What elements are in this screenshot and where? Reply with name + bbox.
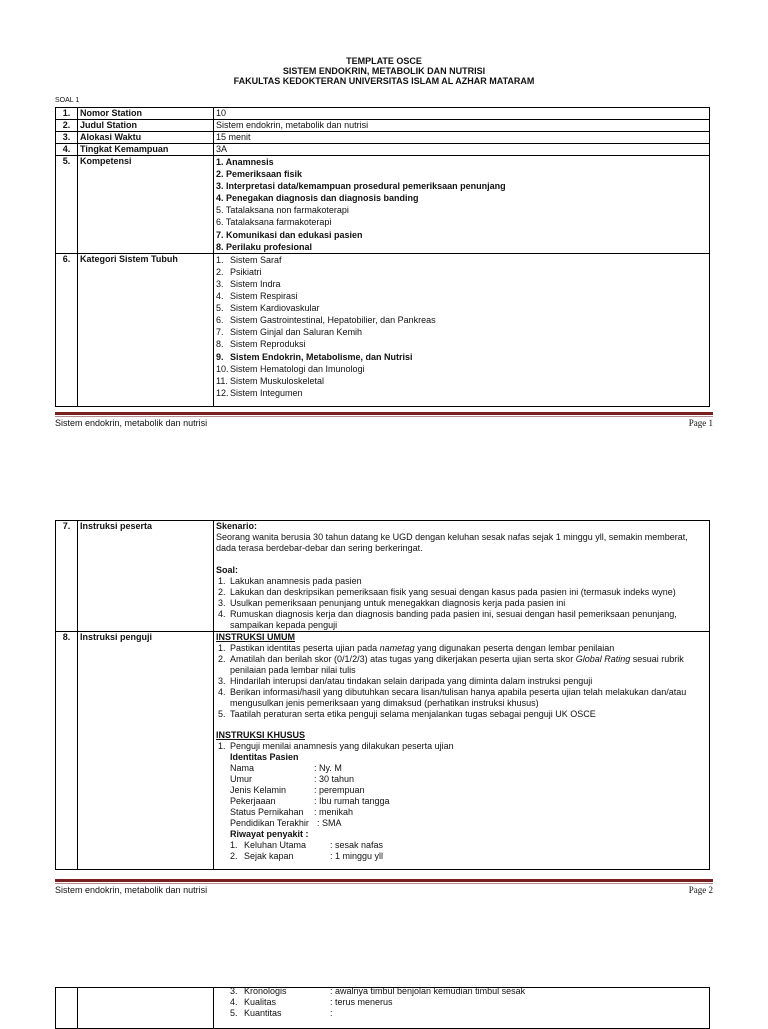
kategori-item: Sistem Reproduksi: [230, 339, 306, 350]
riwayat-row: [216, 986, 707, 997]
row-kompetensi: [56, 156, 710, 254]
identitas-row: [216, 796, 707, 807]
soal-label: SOAL 1: [55, 97, 80, 104]
identitas-value: : Ny. M: [314, 763, 342, 773]
riwayat-value: : awalnya timbul benjolan kemudian timbul sesak: [330, 986, 526, 996]
kompetensi-item: 8. Perilaku profesional: [216, 241, 313, 252]
kategori-item: Sistem Saraf: [230, 254, 282, 265]
row-instruksi-peserta: [56, 521, 710, 632]
kategori-num: 2.: [216, 266, 224, 277]
riwayat-heading: Riwayat penyakit :: [230, 829, 309, 839]
doc-title-line1: TEMPLATE OSCE: [346, 56, 422, 66]
riwayat-key: Kronologis: [244, 986, 287, 996]
kategori-list: [214, 253, 710, 406]
riwayat-continued: [214, 988, 710, 1029]
row-alokasi-waktu: [56, 132, 710, 144]
row-label: Instruksi peserta: [78, 521, 214, 632]
row-number: 3.: [56, 132, 78, 144]
kompetensi-item: 2. Pemeriksaan fisik: [216, 169, 303, 180]
soal-item: Lakukan dan deskripsikan pemeriksaan fisik yang sesuai dengan kasus pada pasien ini (termasuk indeks wyne): [230, 587, 676, 597]
kompetensi-item: 4. Penegakan diagnosis dan diagnosis banding: [216, 193, 419, 204]
footer-title: Sistem endokrin, metabolik dan nutrisi: [55, 418, 208, 428]
riwayat-key: Sejak kapan: [244, 851, 294, 861]
kategori-num: 7.: [216, 327, 224, 338]
soal-item: Rumuskan diagnosis kerja dan diagnosis banding pada pasien ini, sesuai dengan hasil pemeriksaan penunjang, sampaikan kepada penguji: [230, 609, 677, 630]
row-number: 7.: [56, 521, 78, 632]
identitas-row: [216, 807, 707, 818]
umum-italic: nametag: [379, 643, 415, 653]
riwayat-num: 2.: [230, 851, 238, 861]
row-judul-station: [56, 120, 710, 132]
identitas-key: Pekerjaaan: [230, 796, 276, 806]
instruksi-khusus-heading: INSTRUKSI KHUSUS: [216, 730, 306, 740]
footer-rule: [55, 883, 713, 884]
row-label: Nomor Station: [78, 108, 214, 120]
footer-title: Sistem endokrin, metabolik dan nutrisi: [55, 885, 208, 895]
row-tingkat-kemampuan: [56, 144, 710, 156]
identitas-value: : perempuan: [314, 785, 365, 795]
kategori-num: 11.: [216, 375, 228, 386]
row-label: Tingkat Kemampuan: [78, 144, 214, 156]
umum-text: Amatilah dan berilah skor (0/1/2/3) atas tugas yang dikerjakan peserta ujian serta skor: [230, 654, 576, 664]
kategori-num: 5.: [216, 303, 224, 314]
row-label: [78, 988, 214, 1029]
row-label: Kompetensi: [78, 156, 214, 254]
page-number: Page 2: [688, 885, 713, 895]
umum-item: Hindarilah interupsi dan/atau tindakan selain daripada yang diminta dalam instruksi penguji: [230, 676, 593, 686]
kategori-item: Sistem Respirasi: [230, 291, 298, 302]
doc-title-line2: SISTEM ENDOKRIN, METABOLIK DAN NUTRISI: [282, 66, 486, 76]
osce-table-page3: [55, 987, 710, 1029]
identitas-value: : SMA: [317, 818, 342, 828]
row-number: [56, 988, 78, 1029]
kategori-num: 4.: [216, 291, 224, 302]
riwayat-row: [216, 1008, 707, 1019]
riwayat-num: 1.: [230, 840, 238, 850]
osce-table-page1: [55, 107, 710, 407]
riwayat-value: :: [330, 1008, 333, 1018]
footer-rule: [55, 879, 713, 882]
soal-item: Lakukan anamnesis pada pasien: [230, 576, 362, 586]
kompetensi-item: 5. Tatalaksana non farmakoterapi: [216, 205, 349, 216]
row-number: 6.: [56, 253, 78, 406]
kategori-item: Sistem Integumen: [230, 387, 303, 398]
kompetensi-item: 1. Anamnesis: [216, 157, 274, 167]
umum-item: [230, 654, 684, 675]
umum-text: yang digunakan peserta dengan lembar penilaian: [414, 643, 615, 653]
riwayat-num: 5.: [230, 1008, 238, 1018]
row-continued: [56, 988, 710, 1029]
kategori-item: Sistem Hematologi dan Imunologi: [230, 363, 365, 374]
identitas-value: : menikah: [314, 807, 354, 817]
kategori-item: Sistem Gastrointestinal, Hepatobilier, dan Pankreas: [230, 315, 436, 326]
footer-page2: [55, 885, 713, 895]
identitas-key: Pendidikan Terakhir: [230, 818, 309, 828]
instruksi-umum-heading: INSTRUKSI UMUM: [216, 632, 295, 642]
instruksi-penguji-content: INSTRUKSI UMUM 1. Pastikan identitas peserta ujian pada nametag yang digunakan peserta dengan lembar penilaian 2. Amatilah dan berilah skor (0/1/2/3) atas tugas yang dikerjakan peserta ujian serta skor Global Rating sesuai rubrik penilaian pada lembar nilai tulis 3. Hindarilah interupsi dan/atau tindakan selain daripada yang diminta dalam instruksi penguji 4. Berikan informasi/hasil yang dibutuhkan secara lisan/tulisan hanya apabila peserta ujian telah melakukan dan/atau mengusulkan jenis pemeriksaan yang dimaksud (perhatikan instruksi khusus) 5. Taatilah peraturan serta etika penguji selama menjalankan tugas sebagai penguji UK OSCE INSTRUKSI KHUSUS 1. Penguji menilai anamnesis yang dilakukan peserta ujian Identitas Pasien Nama : Ny. M Umur : 30 tahun Jenis Kelamin : perempuan Pekerjaaan : Ibu rumah tangga Status Pernikahan : menikah Pendidikan Terakhir : SMA Riwayat penyakit : 1. Keluhan Utama : sesak nafas 2. Sejak kapan : 1 minggu yll: [214, 632, 710, 870]
kategori-num: 6.: [216, 315, 224, 326]
riwayat-num: 4.: [230, 997, 238, 1007]
kategori-item: Psikiatri: [230, 266, 262, 277]
kategori-item: Sistem Ginjal dan Saluran Kemih: [230, 327, 363, 338]
riwayat-value: : sesak nafas: [330, 840, 384, 850]
footer-page1: [55, 418, 713, 428]
kategori-num: 10.: [216, 363, 229, 374]
identitas-row: [216, 818, 707, 829]
footer-rule: [55, 416, 713, 417]
umum-text: Pastikan identitas peserta ujian pada: [230, 643, 380, 653]
kompetensi-list: [214, 156, 710, 254]
umum-italic: Global Rating: [575, 654, 631, 664]
kategori-item: Sistem Muskuloskeletal: [230, 375, 325, 386]
row-number: 1.: [56, 108, 78, 120]
row-number: 2.: [56, 120, 78, 132]
row-number: 5.: [56, 156, 78, 254]
riwayat-key: Kuantitas: [244, 1008, 282, 1018]
kompetensi-item: 6. Tatalaksana farmakoterapi: [216, 217, 332, 228]
umum-text: sesuai rubrik penilaian pada lembar nilai tulis: [230, 654, 684, 675]
footer-rule: [55, 412, 713, 415]
kategori-num: 8.: [216, 339, 224, 350]
identitas-row: [216, 774, 707, 785]
row-instruksi-penguji: [56, 632, 710, 870]
kategori-item: Sistem Kardiovaskular: [230, 303, 320, 314]
identitas-key: Status Pernikahan: [230, 807, 304, 817]
identitas-key: Umur: [230, 774, 252, 784]
kategori-num: 1.: [216, 254, 224, 265]
kategori-item: Sistem Indra: [230, 278, 281, 289]
umum-item: [230, 643, 614, 653]
kompetensi-item: 3. Interpretasi data/kemampuan prosedural pemeriksaan penunjang: [216, 181, 506, 192]
riwayat-row: [216, 851, 707, 862]
identitas-key: Jenis Kelamin: [230, 785, 287, 795]
row-number: 4.: [56, 144, 78, 156]
instruksi-peserta-content: Skenario: Seorang wanita berusia 30 tahun datang ke UGD dengan keluhan sesak nafas sejak 1 minggu yll, semakin memberat, dada terasa berdebar-debar dan sering berkeringat. Soal: 1. Lakukan anamnesis pada pasien 2. Lakukan dan deskripsikan pemeriksaan fisik yang sesuai dengan kasus pada pasien ini (termasuk indeks wyne) 3. Usulkan pemeriksaan penunjang untuk menegakkan diagnosis kerja pada pasien ini 4. Rumuskan diagnosis kerja dan diagnosis banding pada pasien ini, sesuai dengan hasil pemeriksaan penunjang, sampaikan kepada penguji: [214, 521, 710, 632]
kompetensi-item: 7. Komunikasi dan edukasi pasien: [216, 229, 363, 240]
identitas-key: Nama: [230, 763, 255, 773]
kategori-num: 12.: [216, 387, 229, 398]
row-number: 8.: [56, 632, 78, 870]
identitas-value: : 30 tahun: [314, 774, 355, 784]
row-value: Sistem endokrin, metabolik dan nutrisi: [214, 120, 710, 132]
row-value: 10: [214, 108, 710, 120]
identitas-row: [216, 763, 707, 774]
riwayat-key: Keluhan Utama: [244, 840, 307, 850]
riwayat-value: : 1 minggu yll: [330, 851, 384, 861]
soal-heading: Soal:: [216, 565, 239, 575]
riwayat-row: [216, 840, 707, 851]
doc-title-line3: FAKULTAS KEDOKTERAN UNIVERSITAS ISLAM AL AZHAR MATARAM: [233, 76, 535, 86]
row-value: 3A: [214, 144, 710, 156]
riwayat-key: Kualitas: [244, 997, 277, 1007]
page-number: Page 1: [688, 418, 713, 428]
umum-item: Berikan informasi/hasil yang dibutuhkan secara lisan/tulisan hanya apabila peserta ujian telah melakukan dan/atau mengusulkan jenis pemeriksaan yang dimaksud (perhatikan instruksi khusus): [230, 687, 687, 708]
riwayat-num: 3.: [230, 986, 238, 996]
khusus-item: Penguji menilai anamnesis yang dilakukan peserta ujian: [230, 741, 454, 751]
identitas-value: : Ibu rumah tangga: [314, 796, 390, 806]
row-label: Judul Station: [78, 120, 214, 132]
row-label: Kategori Sistem Tubuh: [78, 253, 214, 406]
kategori-item: Sistem Endokrin, Metabolisme, dan Nutrisi: [230, 351, 413, 362]
osce-table-page2: [55, 520, 710, 870]
riwayat-value: : terus menerus: [330, 997, 393, 1007]
kategori-num: 9.: [216, 351, 224, 362]
row-label: Instruksi penguji: [78, 632, 214, 870]
kategori-num: 3.: [216, 278, 224, 289]
row-label: Alokasi Waktu: [78, 132, 214, 144]
row-kategori-sistem-tubuh: [56, 253, 710, 406]
identitas-row: [216, 785, 707, 796]
riwayat-row: [216, 997, 707, 1008]
row-value: 15 menit: [214, 132, 710, 144]
skenario-label: Skenario:: [216, 521, 258, 531]
skenario-text: Seorang wanita berusia 30 tahun datang ke UGD dengan keluhan sesak nafas sejak 1 minggu yll, semakin memberat, dada terasa berdebar-debar dan sering berkeringat.: [216, 532, 688, 553]
umum-item: Taatilah peraturan serta etika penguji selama menjalankan tugas sebagai penguji UK OSCE: [230, 709, 596, 719]
identitas-heading: Identitas Pasien: [230, 752, 299, 762]
soal-item: Usulkan pemeriksaan penunjang untuk menegakkan diagnosis kerja pada pasien ini: [230, 598, 566, 608]
row-nomor-station: [56, 108, 710, 120]
